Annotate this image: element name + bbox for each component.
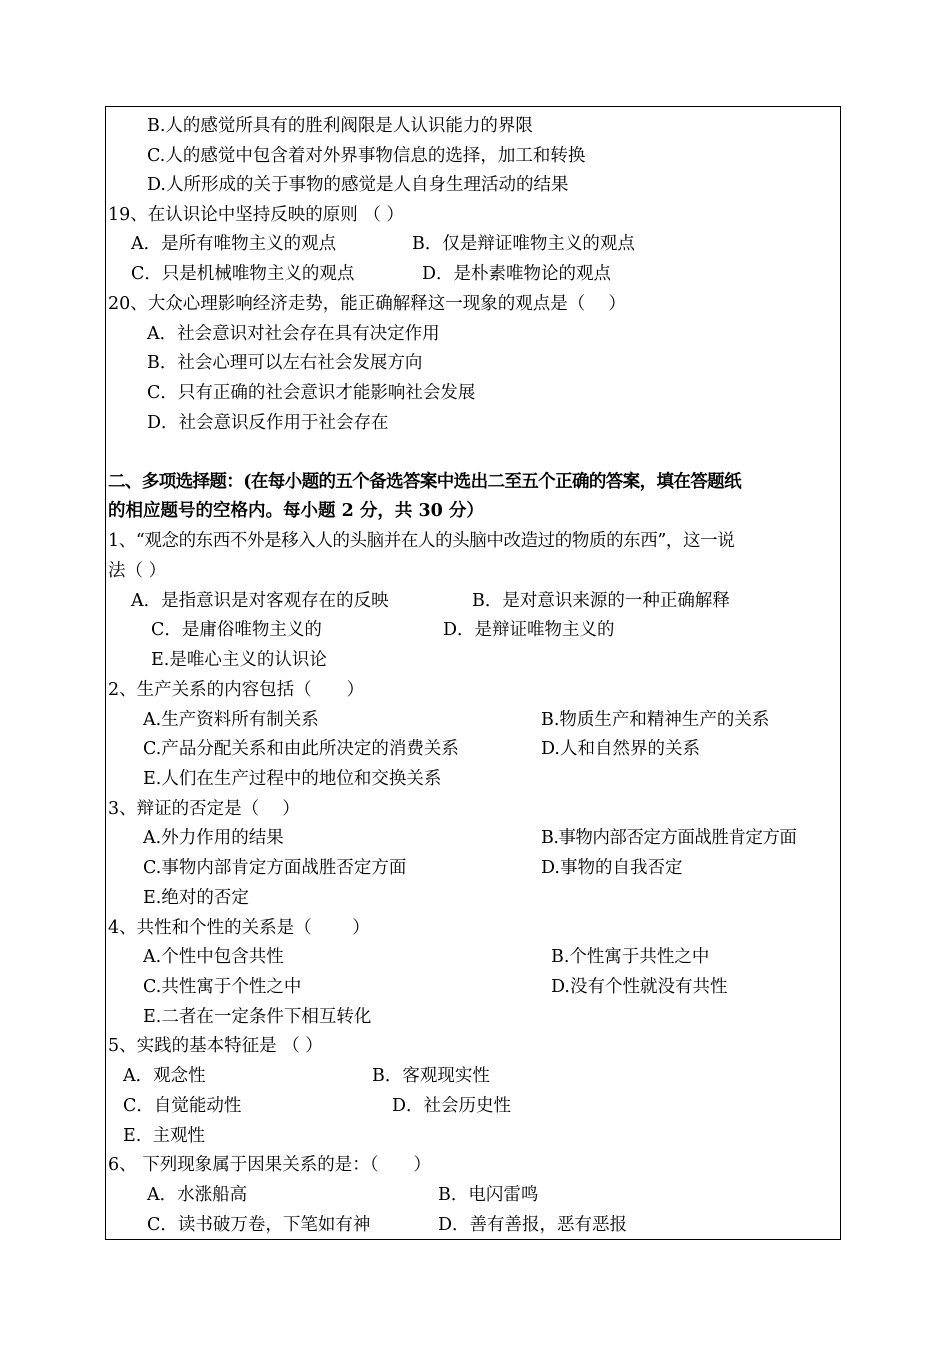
m1-stem-line2: 法（ ） [108, 561, 167, 581]
q20-option-c: C．只有正确的社会意识才能影响社会发展 [147, 383, 476, 403]
m2-option-a: A.生产资料所有制关系 [143, 710, 319, 730]
m1-option-c: C．是庸俗唯物主义的 [151, 620, 322, 640]
m6-option-d: D．善有善报，恶有恶报 [438, 1215, 628, 1235]
m5-stem: 5、实践的基本特征是 （ ） [108, 1036, 323, 1056]
q19-option-d: D．是朴素唯物论的观点 [422, 264, 612, 284]
m3-option-d: D.事物的自我否定 [541, 858, 683, 878]
section2-heading-line2: 的相应题号的空格内。每小题 2 分，共 30 分） [108, 501, 484, 521]
m6-stem: 6、 下列现象属于因果关系的是：（ ） [108, 1155, 431, 1175]
m4-option-a: A.个性中包含共性 [143, 947, 284, 967]
m2-option-c: C.产品分配关系和由此所决定的消费关系 [143, 739, 459, 759]
q18-option-c: C.人的感觉中包含着对外界事物信息的选择，加工和转换 [147, 146, 586, 166]
m3-option-e: E.绝对的否定 [143, 888, 249, 908]
m2-stem: 2、生产关系的内容包括（ ） [108, 680, 365, 700]
m5-option-d: D．社会历史性 [392, 1096, 512, 1116]
m2-option-b: B.物质生产和精神生产的关系 [541, 710, 770, 730]
m4-option-c: C.共性寓于个性之中 [143, 977, 302, 997]
q19-option-a: A．是所有唯物主义的观点 [131, 234, 337, 254]
m6-option-a: A．水涨船高 [147, 1185, 248, 1205]
m3-stem: 3、辩证的否定是（ ） [108, 799, 300, 819]
m1-option-d: D．是辩证唯物主义的 [443, 620, 615, 640]
m3-option-a: A.外力作用的结果 [143, 828, 284, 848]
m4-stem: 4、共性和个性的关系是（ ） [108, 918, 370, 938]
q20-stem: 20、大众心理影响经济走势，能正确解释这一现象的观点是（ ） [108, 294, 626, 314]
m6-option-c: C．读书破万卷，下笔如有神 [147, 1215, 371, 1235]
section2-heading-line1: 二、多项选择题：(在每小题的五个备选答案中选出二至五个正确的答案，填在答题纸 [108, 472, 741, 492]
m1-option-e: E.是唯心主义的认识论 [151, 650, 327, 670]
q18-option-b: B.人的感觉所具有的胜利阀限是人认识能力的界限 [147, 116, 533, 136]
m5-option-e: E. 主观性 [123, 1126, 205, 1146]
m3-option-b: B.事物内部否定方面战胜肯定方面 [541, 828, 797, 848]
m4-option-e: E.二者在一定条件下相互转化 [143, 1007, 372, 1027]
q20-option-b: B．社会心理可以左右社会发展方向 [147, 353, 423, 373]
q20-option-a: A．社会意识对社会存在具有决定作用 [147, 324, 440, 344]
q19-stem: 19、在认识论中坚持反映的原则 （ ） [108, 205, 404, 225]
m2-option-e: E.人们在生产过程中的地位和交换关系 [143, 769, 442, 789]
m1-option-a: A．是指意识是对客观存在的反映 [131, 591, 389, 611]
m2-option-d: D.人和自然界的关系 [541, 739, 700, 759]
m1-stem-line1: 1、“观念的东西不外是移入人的头脑并在人的头脑中改造过的物质的东西”，这一说 [108, 531, 735, 551]
m4-option-d: D.没有个性就没有共性 [551, 977, 728, 997]
q20-option-d: D．社会意识反作用于社会存在 [147, 413, 389, 433]
m5-option-a: A．观念性 [123, 1066, 206, 1086]
m5-option-b: B．客观现实性 [372, 1066, 490, 1086]
q19-option-b: B．仅是辩证唯物主义的观点 [412, 234, 635, 254]
m3-option-c: C.事物内部肯定方面战胜否定方面 [143, 858, 407, 878]
m4-option-b: B.个性寓于共性之中 [551, 947, 710, 967]
m6-option-b: B．电闪雷鸣 [438, 1185, 539, 1205]
m1-option-b: B．是对意识来源的一种正确解释 [472, 591, 730, 611]
m5-option-c: C．自觉能动性 [123, 1096, 242, 1116]
q19-option-c: C．只是机械唯物主义的观点 [131, 264, 355, 284]
q18-option-d: D.人所形成的关于事物的感觉是人自身生理活动的结果 [147, 175, 569, 195]
